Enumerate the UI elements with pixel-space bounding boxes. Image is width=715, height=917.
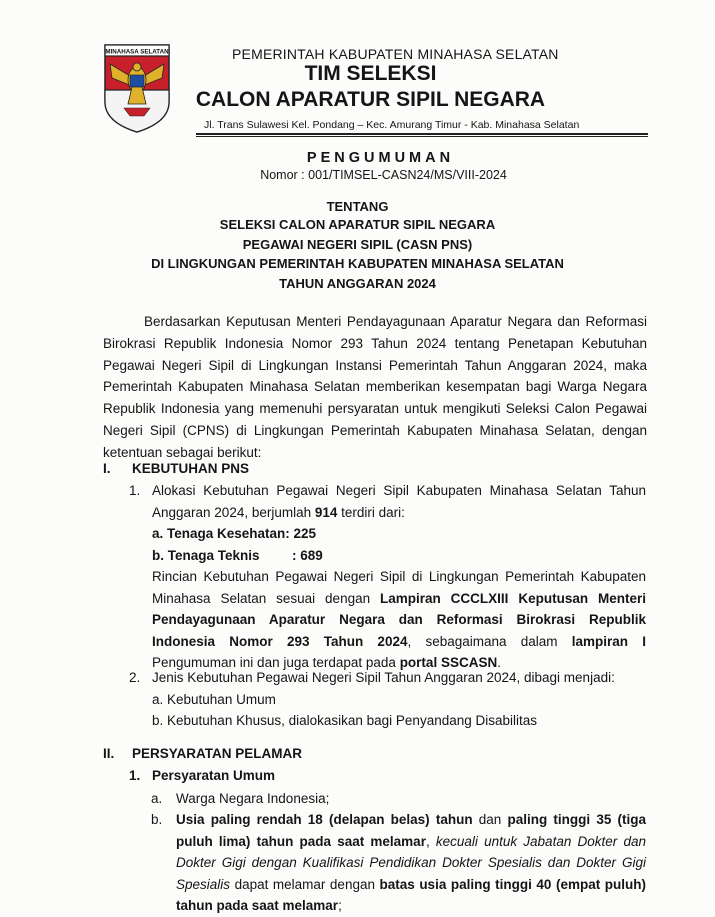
requirement-b-may-apply: dapat melamar dengan	[230, 876, 380, 892]
item-2-sub-khusus: b. Kebutuhan Khusus, dialokasikan bagi Penyandang Disabilitas	[152, 713, 538, 728]
intro-paragraph	[103, 311, 647, 464]
section-1-title: KEBUTUHAN PNS	[132, 461, 250, 476]
item-1-detail-lampiran-ref: Lampiran CCCLXIII Keputusan Menteri Pendayagunaan Aparatur Negara dan Reformasi Birokrasi Republik Indonesia Nomor 293 Tahun 2024	[152, 590, 646, 649]
section-2-sub-title: Persyaratan Umum	[152, 768, 276, 783]
subject-line-1: SELEKSI CALON APARATUR SIPIL NEGARA	[219, 217, 496, 232]
intro-text: Berdasarkan Keputusan Menteri Pendayagunaan Aparatur Negara dan Reformasi Birokrasi Republik Indonesia Nomor 293 Tahun 2024 tentang Penetapan Kebutuhan Pegawai Negeri Sipil di Lingkungan Instansi Pemerintah Tahun Anggaran 2024, maka Pemerintah Kabupaten Minahasa Selatan memberikan kesempatan bagi Warga Negara Republik Indonesia yang memenuhi persyaratan untuk mengikuti Seleksi Calon Pegawai Negeri Sipil (CPNS) di Lingkungan Pemerintah Kabupaten Minahasa Selatan, dengan ketentuan sebagai berikut:	[103, 314, 647, 460]
section-2-sub-number: 1.	[129, 768, 141, 783]
announcement-heading: PENGUMUMAN	[306, 150, 455, 166]
section-1-item-2	[129, 667, 649, 733]
svg-text:MINAHASA SELATAN: MINAHASA SELATAN	[105, 48, 169, 56]
requirement-b-min-age: Usia paling rendah 18 (delapan belas) tahun	[176, 812, 473, 827]
tentang-label: TENTANG	[326, 199, 389, 214]
letterhead-rule-thin	[196, 136, 648, 137]
item-2-text: Jenis Kebutuhan Pegawai Negeri Sipil Tahun Anggaran 2024, dibagi menjadi:	[152, 670, 615, 685]
item-1-total: 914	[314, 504, 338, 520]
section-2-title: PERSYARATAN PELAMAR	[132, 746, 303, 761]
requirement-a-text: Warga Negara Indonesia;	[176, 791, 330, 806]
requirement-b-exception: kecuali untuk Jabatan Dokter dan Dokter Gigi dengan Kualifikasi Pendidikan Dokter Spesialis dan Dokter Gigi Spesialis	[176, 833, 646, 892]
requirement-b-label: b.	[151, 812, 163, 827]
item-1-detail	[152, 566, 646, 674]
section-1-heading	[103, 461, 303, 479]
letterhead-address: Jl. Trans Sulawesi Kel. Pondang – Kec. Amurang Timur - Kab. Minahasa Selatan	[204, 119, 580, 131]
item-2-body	[152, 667, 646, 732]
item-1-detail-a: Rincian Kebutuhan Pegawai Negeri Sipil di Lingkungan Pemerintah Kabupaten Minahasa Selatan sesuai dengan	[152, 569, 646, 606]
letterhead-tim-seleksi: TIM SELEKSI	[304, 62, 437, 85]
subject-line-2: PEGAWAI NEGERI SIPIL (CASN PNS)	[242, 237, 473, 252]
announcement-number: Nomor : 001/TIMSEL-CASN24/MS/VIII-2024	[260, 168, 507, 182]
item-1-sub-teknis	[152, 545, 646, 567]
item-1-body	[152, 480, 646, 674]
section-1-item-1	[129, 480, 649, 670]
requirement-a-label: a.	[151, 791, 163, 806]
item-2-number: 2.	[129, 670, 141, 685]
item-1-sub-kesehatan: a. Tenaga Kesehatan: 225	[152, 526, 317, 541]
item-1-detail-portal: portal SSCASN	[399, 655, 498, 670]
section-2-sub-heading	[129, 768, 379, 786]
requirement-b-max-age: paling tinggi 35 (tiga puluh lima) tahun pada saat melamar	[176, 812, 646, 849]
item-2-sub-umum: a. Kebutuhan Umum	[152, 691, 276, 707]
item-1-detail-g: .	[497, 655, 501, 670]
requirement-b-body	[176, 809, 646, 917]
item-1-sub-teknis-label: b. Tenaga Teknis	[152, 547, 260, 563]
section-1-number: I.	[103, 461, 111, 476]
item-1-detail-e: Pengumuman ini dan juga terdapat pada	[152, 655, 400, 670]
item-1-number: 1.	[129, 483, 141, 498]
item-1-text-a: Alokasi Kebutuhan Pegawai Negeri Sipil Kabupaten Minahasa Selatan Tahun Anggaran 2024, berjumlah	[152, 483, 646, 520]
item-1-detail-lampiran-i: lampiran I	[571, 633, 646, 649]
item-1-text-b: terdiri dari:	[337, 504, 405, 520]
requirement-b-comma: ,	[425, 833, 436, 849]
letterhead-casn: CALON APARATUR SIPIL NEGARA	[195, 88, 546, 111]
item-1-sub-teknis-value: : 689	[292, 547, 323, 563]
requirement-b-end: ;	[338, 898, 342, 913]
requirement-b-exception-age: batas usia paling tinggi 40 (empat puluh) tahun pada saat melamar	[176, 876, 646, 913]
letterhead-government-line: PEMERINTAH KABUPATEN MINAHASA SELATAN	[232, 46, 559, 62]
subject-line-4: TAHUN ANGGARAN 2024	[279, 276, 436, 291]
letterhead-rule-thick	[196, 133, 648, 135]
section-2-number: II.	[103, 746, 115, 761]
requirement-b-and: dan	[472, 812, 508, 827]
subject-line-3: DI LINGKUNGAN PEMERINTAH KABUPATEN MINAHASA SELATAN	[151, 256, 564, 271]
requirement-a	[151, 788, 651, 808]
requirement-b	[151, 809, 651, 913]
item-1-detail-c: , sebagaimana dalam	[407, 633, 572, 649]
section-2-heading	[103, 746, 403, 764]
